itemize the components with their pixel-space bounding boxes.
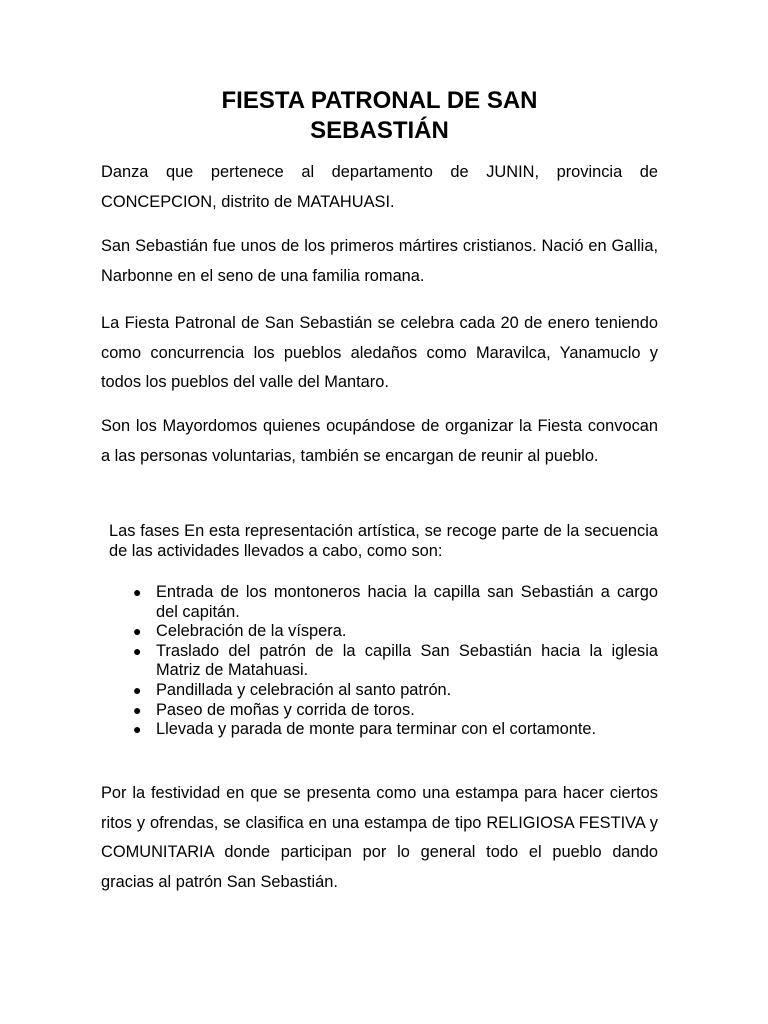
list-item-text: Llevada y parada de monte para terminar con el cortamonte. [156,720,597,739]
paragraph-origin: Danza que pertenece al departamento de JUNIN, provincia de CONCEPCION, distrito de MATAHUASI. [101,163,658,211]
list-item-text: Pandillada y celebración al santo patrón. [156,680,452,699]
title-line-1: FIESTA PATRONAL DE SAN [221,87,538,114]
list-item-text: Celebración de la víspera. [156,622,347,641]
paragraph-celebration: La Fiesta Patronal de San Sebastián se celebra cada 20 de enero teniendo como concurrencia los pueblos aledaños como Maravilca, Yanamuclo y todos los pueblos del valle del Mantaro. [101,314,658,391]
paragraph-classification: Por la festividad en que se presenta como una estampa para hacer ciertos ritos y ofrendas, se clasifica en una estampa de tipo RELIGIOSA FESTIVA y COMUNITARIA donde participan por lo general todo el pueblo dando gracias al patrón San Sebastián. [101,784,658,891]
list-item [131,681,658,701]
bullet-icon: ● [133,642,142,659]
paragraph-phases-intro: Las fases En esta representación artística, se recoge parte de la secuencia de las actividades llevados a cabo, como son: [109,522,658,560]
bullet-icon: ● [133,681,142,698]
paragraph-mayordomos: Son los Mayordomos quienes ocupándose de organizar la Fiesta convocan a las personas voluntarias, también se encargan de reunir al pueblo. [101,417,658,465]
list-item [131,622,658,642]
list-item [131,701,658,721]
bullet-icon: ● [133,721,142,738]
list-item [131,642,658,681]
bullet-icon: ● [133,701,142,718]
document-title [101,86,658,146]
list-item-text: Traslado del patrón de la capilla San Sebastián hacia la iglesia Matriz de Matahuasi. [156,641,658,680]
paragraph-saint: San Sebastián fue unos de los primeros mártires cristianos. Nació en Gallia, Narbonne en el seno de una familia romana. [101,237,658,285]
list-item [131,583,658,622]
list-item-text: Entrada de los montoneros hacia la capilla san Sebastián a cargo del capitán. [156,583,658,621]
title-line-2: SEBASTIÁN [310,117,449,144]
list-item [131,720,658,740]
bullet-icon: ● [133,623,142,640]
list-item-text: Paseo de moñas y corrida de toros. [156,700,415,719]
phases-list [131,583,658,740]
bullet-icon: ● [133,584,142,600]
